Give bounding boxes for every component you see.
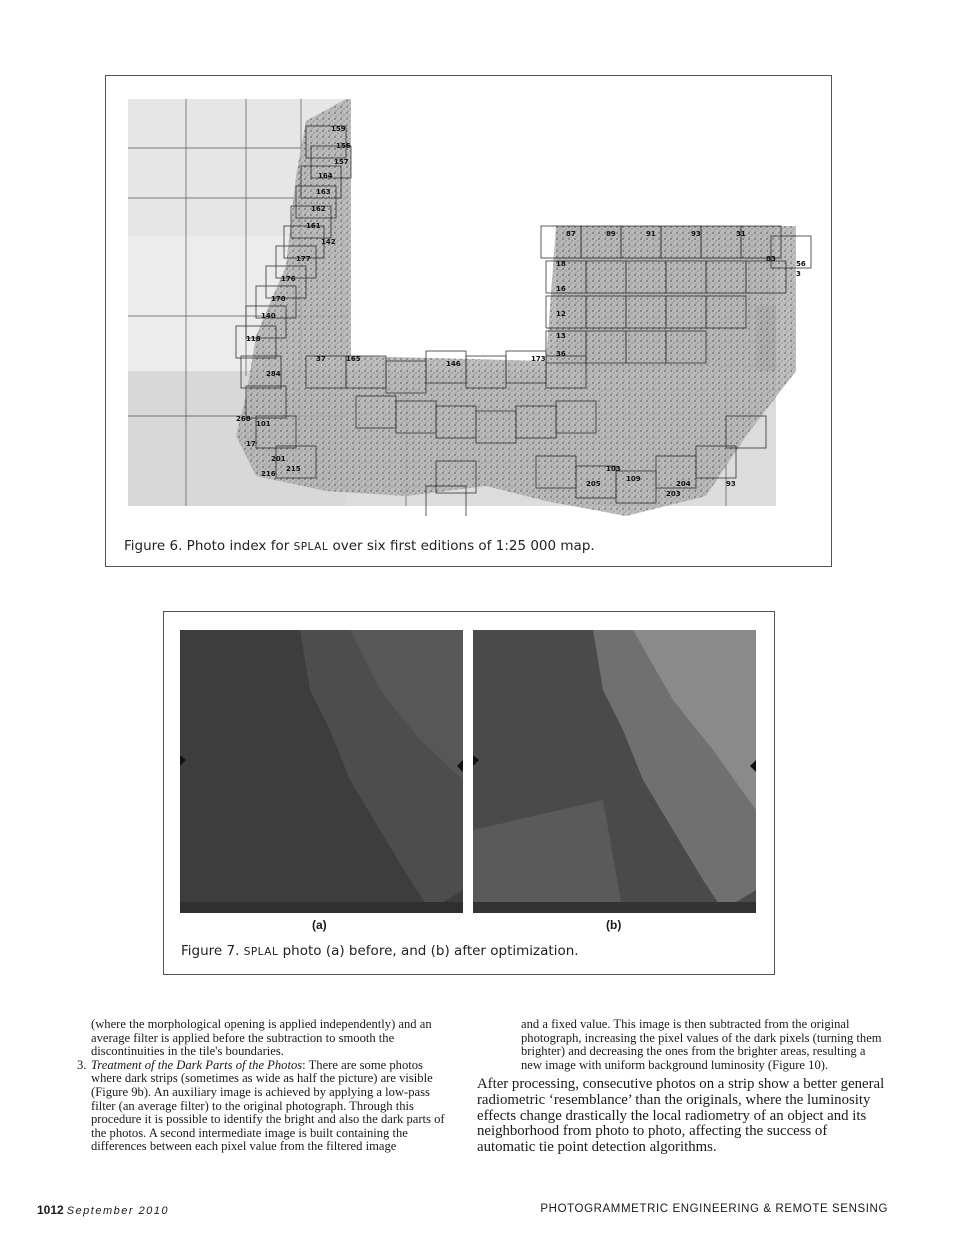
tile-label: 162 [311,205,326,213]
tile-label: 89 [606,230,616,238]
tile-label: 93 [726,480,736,488]
tile-label: 215 [286,465,301,473]
tile-label: 146 [446,360,461,368]
tile-label: 103 [606,465,621,473]
figure-7-box [163,611,775,975]
photo-index-map [106,76,831,516]
tile-label: 17 [246,440,256,448]
label-b: (b) [606,918,622,932]
right-column [477,1018,889,1155]
tile-label: 164 [318,172,333,180]
tile-label: 109 [626,475,641,483]
tile-label: 173 [531,355,546,363]
tile-label: 268 [236,415,251,423]
tile-label: 216 [261,470,276,478]
left-paragraph-1: (where the morphological opening is applied independently) and an average filter is applied before the subtraction to smooth the discontinuities in the tile's boundaries. [91,1017,432,1059]
tile-label: 91 [646,230,656,238]
figure-7-caption: Figure 7. SPLAL photo (a) before, and (b) after optimization. [181,943,579,959]
tile-label: 163 [316,188,331,196]
tile-label: 3 [796,270,801,278]
tile-label: 176 [281,275,296,283]
tile-label: 87 [566,230,576,238]
tile-label: 284 [266,370,281,378]
right-paragraph-1: and a fixed value. This image is then subtracted from the original photograph, increasing the pixel values of the dark pixels (turning them brighter) and decreasing the ones from the brighter areas, resulting a new image with uniform background luminosity (Figure 10). [521,1017,882,1072]
tile-label: 156 [336,142,351,150]
tile-label: 205 [586,480,601,488]
tile-label: 165 [346,355,361,363]
tile-label: 83 [766,255,776,263]
tile-label: 201 [271,455,286,463]
label-a: (a) [312,918,327,932]
tile-label: 140 [261,312,276,320]
photo-before [180,630,463,913]
list-item-3: 3. Treatment of the Dark Parts of the Photos: There are some photos where dark strips (sometimes as wide as half the picture) are visible (Figure 9b). An auxiliary image is achieved by applying a low-pass filter (an average filter) to the original photograph. Through this procedure it is possible to identify the bright and also the dark parts of the photos. A second intermediate image is built containing the differences between each pixel value from the filtered image [77,1057,445,1154]
tile-label: 177 [296,255,311,263]
issue-date: September 2010 [66,1205,170,1217]
tile-label: 159 [331,125,346,133]
page-number: 1012 [37,1203,64,1217]
tile-label: 101 [256,420,271,428]
tile-label: 204 [676,480,691,488]
figure-6-caption: Figure 6. Photo index for SPLAL over six first editions of 1:25 000 map. [124,538,595,554]
right-paragraph-2: After processing, consecutive photos on a strip show a better general radiometric ‘resemblance’ than the originals, where the luminosity effects change drastically the local radiometry of an object and its neighborhood from photo to photo, affecting the success of automatic tie point detection algorithms. [477,1076,885,1155]
tile-label: 37 [316,355,326,363]
tile-label: 93 [691,230,701,238]
footer-left [37,1203,169,1218]
tile-label: 36 [556,350,566,358]
tile-label: 161 [306,222,321,230]
tile-label: 16 [556,285,566,293]
journal-name: PHOTOGRAMMETRIC ENGINEERING & REMOTE SENSING [540,1203,888,1215]
tile-label: 18 [556,260,566,268]
tile-label: 12 [556,310,566,318]
tile-label: 56 [796,260,806,268]
left-column [77,1018,455,1154]
tile-label: 142 [321,238,336,246]
tile-label: 170 [271,295,286,303]
tile-label: 157 [334,158,349,166]
photo-after [473,630,756,913]
tile-label: 203 [666,490,681,498]
tile-label: 31 [736,230,746,238]
tile-label: 13 [556,332,566,340]
figure-6-box [105,75,832,567]
tile-label: 118 [246,335,261,343]
